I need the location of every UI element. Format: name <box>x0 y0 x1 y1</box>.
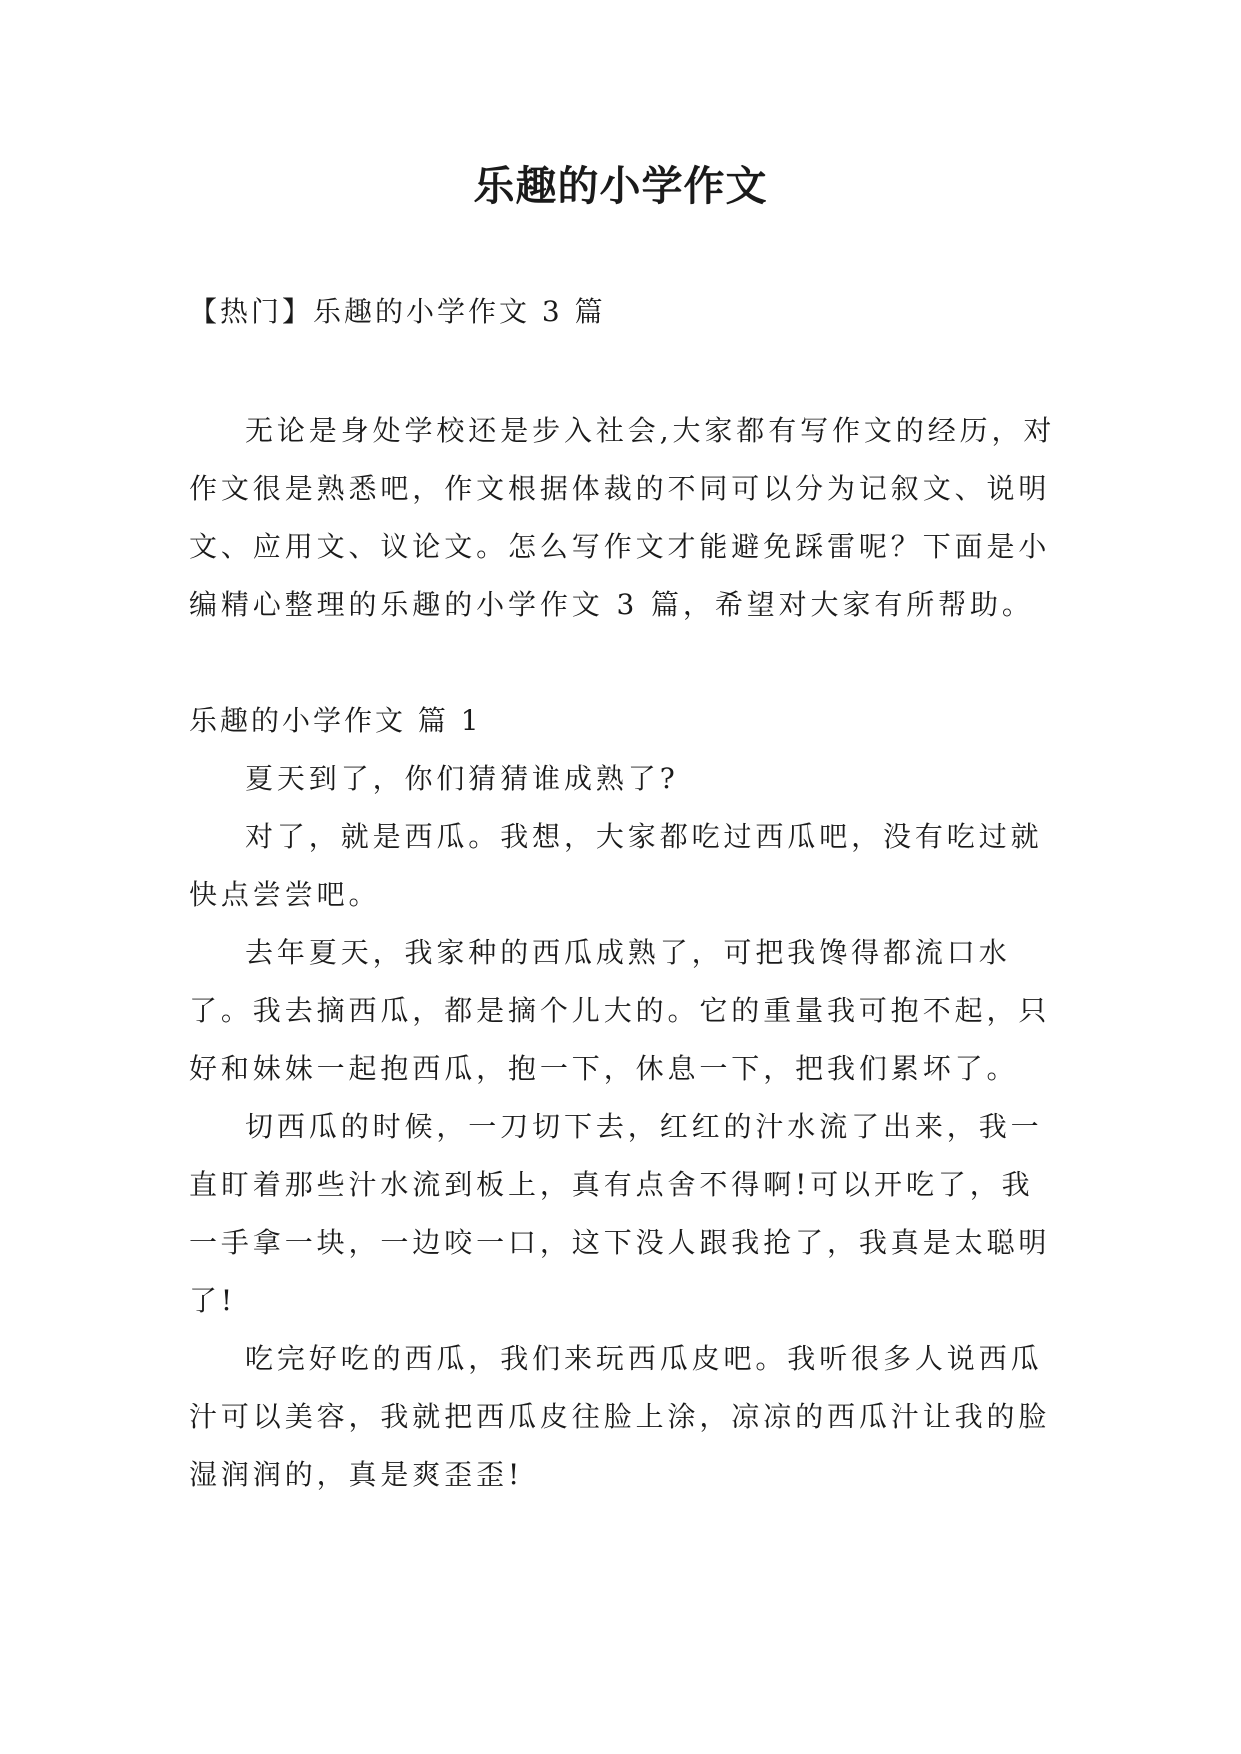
intro-paragraph: 无论是身处学校还是步入社会,大家都有写作文的经历，对作文很是熟悉吧，作文根据体裁的不同可以分为记叙文、说明文、应用文、议论文。怎么写作文才能避免踩雷呢？下面是小编精心整理的乐趣的小学作文 3 篇，希望对大家有所帮助。 <box>189 414 1056 621</box>
body-paragraph: 去年夏天，我家种的西瓜成熟了，可把我馋得都流口水了。我去摘西瓜，都是摘个儿大的。它的重量我可抱不起，只好和妹妹一起抱西瓜，抱一下，休息一下，把我们累坏了。 <box>189 936 1051 1085</box>
document-subtitle: 【热门】乐趣的小学作文 3 篇 <box>189 295 606 328</box>
document-body <box>189 402 1061 1504</box>
body-paragraph: 吃完好吃的西瓜，我们来玩西瓜皮吧。我听很多人说西瓜汁可以美容，我就把西瓜皮往脸上涂，凉凉的西瓜汁让我的脸湿润润的，真是爽歪歪! <box>189 1342 1051 1491</box>
body-paragraph: 切西瓜的时候，一刀切下去，红红的汁水流了出来，我一直盯着那些汁水流到板上，真有点舍不得啊!可以开吃了，我一手拿一块，一边咬一口，这下没人跟我抢了，我真是太聪明了! <box>189 1110 1051 1317</box>
section-heading: 乐趣的小学作文 篇 1 <box>189 704 482 737</box>
body-paragraph: 对了，就是西瓜。我想，大家都吃过西瓜吧，没有吃过就快点尝尝吧。 <box>189 820 1043 911</box>
body-paragraph: 夏天到了，你们猜猜谁成熟了? <box>245 762 679 795</box>
page-title: 乐趣的小学作文 <box>473 162 768 210</box>
